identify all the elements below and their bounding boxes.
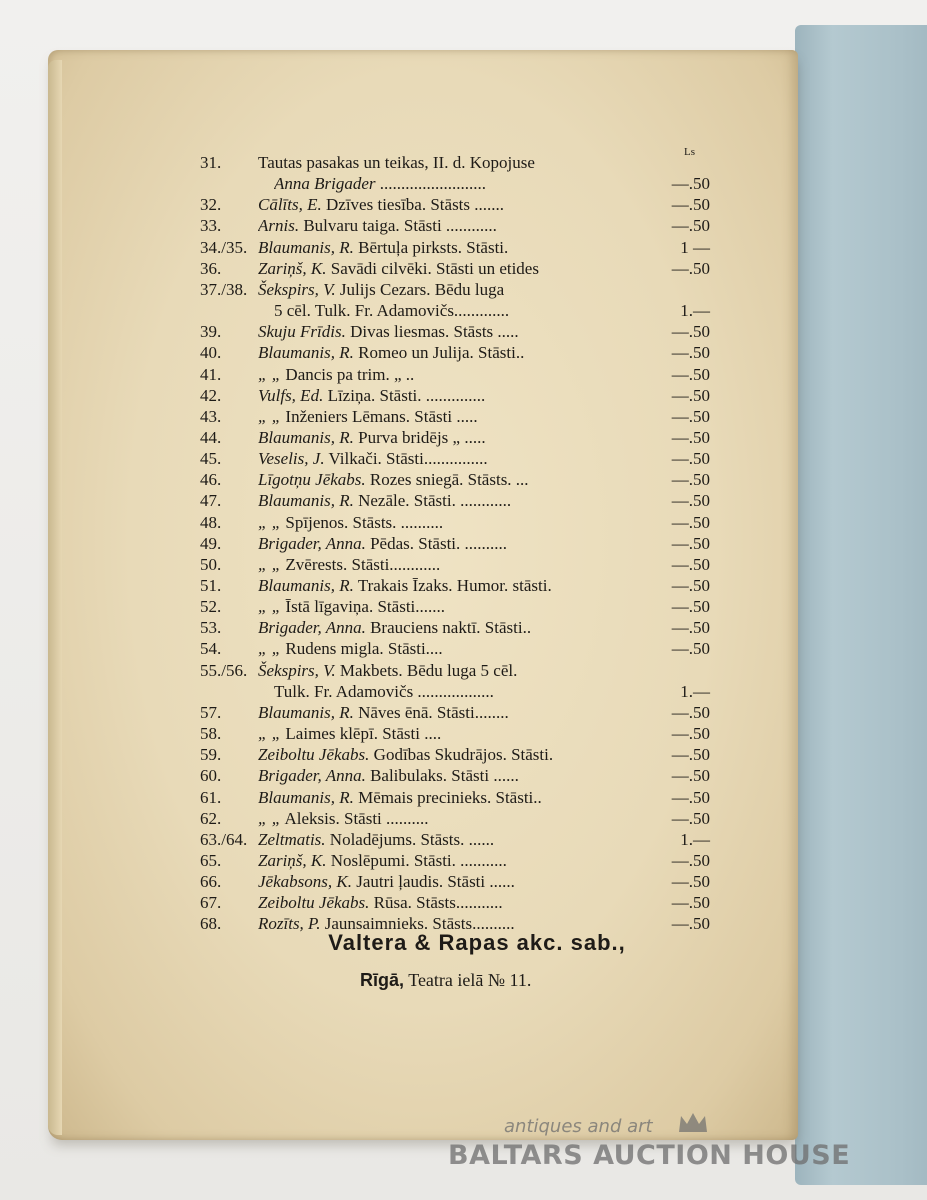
entry-number: 33. — [200, 216, 222, 236]
entry-price: —.50 — [671, 174, 710, 194]
catalog-entry — [200, 787, 710, 809]
catalog-entry — [200, 575, 710, 597]
entry-price: —.50 — [671, 893, 710, 913]
entry-price: —.50 — [671, 914, 710, 934]
entry-author: Blaumanis, R. — [258, 787, 354, 807]
entry-author: Brigader, Anna. — [258, 618, 366, 638]
entry-number: 52. — [200, 597, 222, 617]
entry-title: Jautri ļaudis. Stāsti ...... — [356, 872, 515, 892]
entry-price: —.50 — [671, 533, 710, 553]
entry-title: Zvērests. Stāsti............ — [285, 554, 441, 574]
entry-author: Blaumanis, R. — [258, 491, 354, 511]
entry-title: Dancis pa trim. „ .. — [285, 364, 415, 384]
entry-number: 45. — [200, 449, 222, 469]
entry-number: 50. — [200, 554, 222, 574]
entry-text — [258, 638, 650, 660]
entry-author: Blaumanis, R. — [258, 427, 354, 447]
entry-price: 1.— — [680, 681, 710, 701]
entry-title: Tautas pasakas un teikas, II. d. Kopojuse — [258, 153, 535, 172]
entry-author: „ „ — [258, 364, 282, 384]
entry-price: —.50 — [671, 427, 710, 447]
entry-author: Līgotņu Jēkabs. — [258, 470, 366, 490]
entry-title: Nāves ēnā. Stāsti........ — [358, 702, 509, 722]
entry-title: Trakais Īzaks. Humor. stāsti. — [357, 576, 552, 595]
entry-text — [258, 448, 650, 470]
entry-price: —.50 — [671, 385, 710, 405]
entry-number: 68. — [200, 914, 222, 934]
entry-price: —.50 — [671, 576, 710, 595]
entry-number: 60. — [200, 766, 222, 786]
catalog-entry — [200, 385, 710, 407]
catalog-entry — [200, 533, 710, 555]
entry-author: Zeltmatis. — [258, 829, 326, 849]
entry-author: „ „ — [258, 639, 282, 659]
entry-text — [258, 787, 650, 809]
catalog-entry — [200, 237, 710, 259]
entry-price: —.50 — [671, 406, 710, 426]
catalog-entry — [200, 321, 710, 343]
entry-author: „ „ — [258, 724, 282, 744]
entry-price: —.50 — [671, 322, 710, 342]
entry-author: Rozīts, P. — [258, 914, 321, 934]
entry-text — [258, 871, 650, 893]
entry-number: 59. — [200, 745, 222, 765]
entry-title: ......................... — [379, 174, 487, 194]
entry-number: 67. — [200, 893, 222, 913]
publisher-name: Valtera & Rapas akc. sab., — [328, 930, 626, 955]
entry-text — [258, 364, 650, 386]
entry-author: „ „ — [258, 554, 282, 574]
entry-title: 5 cēl. Tulk. Fr. Adamovičs............. — [274, 301, 510, 321]
catalog-entry — [200, 638, 710, 660]
entry-text — [258, 723, 650, 745]
entry-number: 65. — [200, 850, 222, 870]
entry-number: 42. — [200, 385, 222, 405]
entry-number: 55./56. — [200, 660, 248, 680]
entry-title: Rudens migla. Stāsti.... — [285, 639, 443, 659]
catalog-entry — [200, 765, 710, 787]
entry-text — [258, 850, 650, 872]
entry-title: Spījenos. Stāsts. .......... — [285, 512, 444, 532]
entry-title: Vilkači. Stāsti............... — [328, 449, 488, 469]
entry-text — [274, 173, 650, 195]
entry-title: Inženiers Lēmans. Stāsti ..... — [285, 406, 478, 426]
entry-number: 62. — [200, 808, 222, 828]
entry-author: „ „ — [258, 406, 282, 426]
catalog-entry — [200, 660, 710, 682]
entry-title: Noslēpumi. Stāsti. ........... — [330, 850, 507, 870]
entry-price: —.50 — [671, 554, 710, 574]
catalog-entry — [200, 681, 710, 703]
entry-text — [274, 681, 650, 703]
entry-price: 1.— — [680, 829, 710, 849]
entry-price: —.50 — [671, 195, 710, 215]
entry-number: 44. — [200, 427, 222, 447]
entry-price: —.50 — [671, 745, 710, 765]
entry-title: Rūsa. Stāsts........... — [373, 893, 503, 913]
entry-title: Tulk. Fr. Adamovičs .................. — [274, 681, 494, 701]
entry-price: —.50 — [671, 639, 710, 659]
entry-title: Purva bridējs „ ..... — [358, 427, 486, 447]
entry-text — [258, 279, 650, 301]
entry-text — [258, 702, 650, 724]
entry-text — [258, 575, 650, 597]
entry-author: Zeiboltu Jēkabs. — [258, 893, 370, 913]
currency-mark: Ls — [684, 146, 695, 158]
entry-price: —.50 — [671, 491, 710, 511]
entry-text — [258, 829, 650, 851]
entry-number: 47. — [200, 491, 222, 511]
entry-title: Balibulaks. Stāsti ...... — [370, 766, 519, 786]
entry-author: Šekspirs, V. — [258, 660, 336, 680]
entry-author: Veselis, J. — [258, 449, 325, 469]
entry-text — [258, 152, 650, 174]
entry-author: Šekspirs, V. — [258, 279, 336, 299]
entry-text — [258, 892, 650, 914]
entry-author: Blaumanis, R. — [258, 237, 354, 257]
entry-price: —.50 — [671, 470, 710, 490]
entry-number: 61. — [200, 787, 222, 807]
catalog-entry — [200, 300, 710, 322]
entry-text — [258, 342, 650, 364]
entry-text — [258, 808, 650, 830]
catalog-entry — [200, 892, 710, 914]
entry-text — [258, 385, 650, 407]
entry-number: 40. — [200, 343, 222, 363]
entry-author: Zariņš, K. — [258, 850, 327, 870]
entry-title: Brauciens naktī. Stāsti.. — [370, 618, 532, 638]
entry-price: —.50 — [671, 512, 710, 532]
entry-author: Vulfs, Ed. — [258, 385, 324, 405]
entry-text — [258, 765, 650, 787]
address-city: Rīgā, — [360, 970, 405, 990]
catalog-entry — [200, 364, 710, 386]
catalog-entry — [200, 448, 710, 470]
entry-text — [258, 596, 650, 618]
entry-price: —.50 — [671, 724, 710, 744]
catalog-entry — [200, 194, 710, 216]
entry-author: Zariņš, K. — [258, 258, 327, 278]
entry-text — [258, 321, 650, 343]
entry-text — [258, 617, 650, 639]
entry-price: —.50 — [671, 787, 710, 807]
entry-title: Laimes klēpī. Stāsti .... — [285, 724, 442, 744]
entry-price: —.50 — [671, 618, 710, 638]
entry-title: Bulvaru taiga. Stāsti ............ — [303, 216, 497, 236]
catalog-entry — [200, 258, 710, 280]
entry-number: 57. — [200, 702, 222, 722]
entry-author: „ „ — [258, 512, 282, 532]
catalog-entry — [200, 702, 710, 724]
entry-author: Brigader, Anna. — [258, 533, 366, 553]
entry-text — [274, 300, 650, 322]
entry-number: 46. — [200, 470, 222, 490]
catalog-entry — [200, 469, 710, 491]
entry-text — [258, 237, 650, 259]
entry-price: —.50 — [671, 808, 710, 828]
entry-title: Nezāle. Stāsti. ............ — [358, 491, 512, 511]
entry-title: Romeo un Julija. Stāsti.. — [358, 343, 525, 363]
entry-title: Divas liesmas. Stāsts ..... — [350, 322, 519, 342]
entry-text — [258, 258, 650, 280]
entry-author: Blaumanis, R. — [258, 343, 354, 363]
entry-title: Godības Skudrājos. Stāsti. — [373, 745, 554, 765]
entry-title: Aleksis. Stāsti .......... — [284, 808, 429, 828]
entry-text — [258, 215, 650, 237]
catalog-entry — [200, 152, 710, 174]
catalog-entry — [200, 723, 710, 745]
entry-author: Anna Brigader — [274, 174, 376, 194]
catalog-entry — [200, 829, 710, 851]
entry-number: 36. — [200, 258, 222, 278]
entry-title: Mēmais precinieks. Stāsti.. — [358, 787, 542, 807]
entry-title: Makbets. Bēdu luga 5 cēl. — [339, 660, 518, 680]
entry-title: Rozes sniegā. Stāsts. ... — [369, 470, 529, 490]
entry-price: —.50 — [671, 216, 710, 236]
catalog-entry — [200, 342, 710, 364]
catalog-entry — [200, 596, 710, 618]
entry-number: 41. — [200, 364, 222, 384]
entry-author: Cālīts, E. — [258, 195, 322, 215]
entry-text — [258, 744, 650, 766]
entry-author: Skuju Frīdis. — [258, 322, 346, 342]
entry-author: „ „ — [258, 808, 282, 828]
entry-price: 1.— — [680, 301, 710, 321]
entry-title: Līziņa. Stāsti. .............. — [327, 385, 486, 405]
entry-text — [258, 490, 650, 512]
entry-author: Blaumanis, R. — [258, 576, 354, 595]
entry-number: 39. — [200, 322, 222, 342]
entry-price: 1 — — [680, 237, 710, 257]
entry-title: Pēdas. Stāsti. .......... — [370, 533, 508, 553]
publisher-address — [360, 970, 531, 991]
entry-text — [258, 533, 650, 555]
entry-price: —.50 — [671, 872, 710, 892]
entry-title: Bērtuļa pirksts. Stāsti. — [358, 237, 509, 257]
entry-price: —.50 — [671, 343, 710, 363]
entry-price: —.50 — [671, 702, 710, 722]
entry-number: 51. — [200, 576, 222, 595]
entry-text — [258, 194, 650, 216]
catalog-entry — [200, 427, 710, 449]
entry-title: Dzīves tiesība. Stāsts ....... — [326, 195, 505, 215]
catalog-entry — [200, 512, 710, 534]
crown-icon — [676, 1110, 710, 1136]
catalog-entry — [200, 279, 710, 301]
entry-number: 49. — [200, 533, 222, 553]
entry-author: Blaumanis, R. — [258, 702, 354, 722]
watermark-tagline: antiques and art — [504, 1116, 653, 1137]
entry-title: Julijs Cezars. Bēdu luga — [339, 279, 505, 299]
entry-number: 48. — [200, 512, 222, 532]
entry-number: 58. — [200, 724, 222, 744]
catalog-entry — [200, 554, 710, 576]
entry-price: —.50 — [671, 449, 710, 469]
entry-price: —.50 — [671, 766, 710, 786]
entry-price: —.50 — [671, 597, 710, 617]
entry-price: —.50 — [671, 258, 710, 278]
address-street: Teatra ielā № 11. — [408, 970, 532, 990]
entry-text — [258, 406, 650, 428]
entry-number: 66. — [200, 872, 222, 892]
catalog-entry — [200, 744, 710, 766]
entry-author: „ „ — [258, 597, 282, 617]
entry-text — [258, 512, 650, 534]
entry-number: 53. — [200, 618, 222, 638]
catalog-entry — [200, 490, 710, 512]
entry-number: 34./35. — [200, 237, 248, 257]
entry-price: —.50 — [671, 364, 710, 384]
catalog-entry — [200, 850, 710, 872]
entry-author: Brigader, Anna. — [258, 766, 366, 786]
entry-title: Jaunsaimnieks. Stāsts.......... — [324, 914, 515, 934]
catalog-entry — [200, 617, 710, 639]
entry-title: Noladējums. Stāsts. ...... — [329, 829, 495, 849]
catalog-entry — [200, 173, 710, 195]
entry-number: 32. — [200, 195, 222, 215]
entry-title: Īstā līgaviņa. Stāsti....... — [285, 597, 446, 617]
entry-author: Zeiboltu Jēkabs. — [258, 745, 370, 765]
entry-price: —.50 — [671, 850, 710, 870]
entry-author: Jēkabsons, K. — [258, 872, 352, 892]
catalog-entry — [200, 808, 710, 830]
entry-number: 63./64. — [200, 829, 248, 849]
entry-text — [258, 660, 650, 682]
entry-number: 37./38. — [200, 279, 248, 299]
watermark-brand: BALTARS AUCTION HOUSE — [448, 1140, 851, 1171]
entry-author: Arnis. — [258, 216, 300, 236]
entry-text — [258, 469, 650, 491]
entry-number: 43. — [200, 406, 222, 426]
entry-text — [258, 427, 650, 449]
catalog-entry — [200, 406, 710, 428]
entry-number: 31. — [200, 153, 222, 172]
catalog-entry — [200, 215, 710, 237]
catalog-entry — [200, 871, 710, 893]
entry-number: 54. — [200, 639, 222, 659]
entry-title: Savādi cilvēki. Stāsti un etides — [330, 258, 539, 278]
entry-text — [258, 554, 650, 576]
